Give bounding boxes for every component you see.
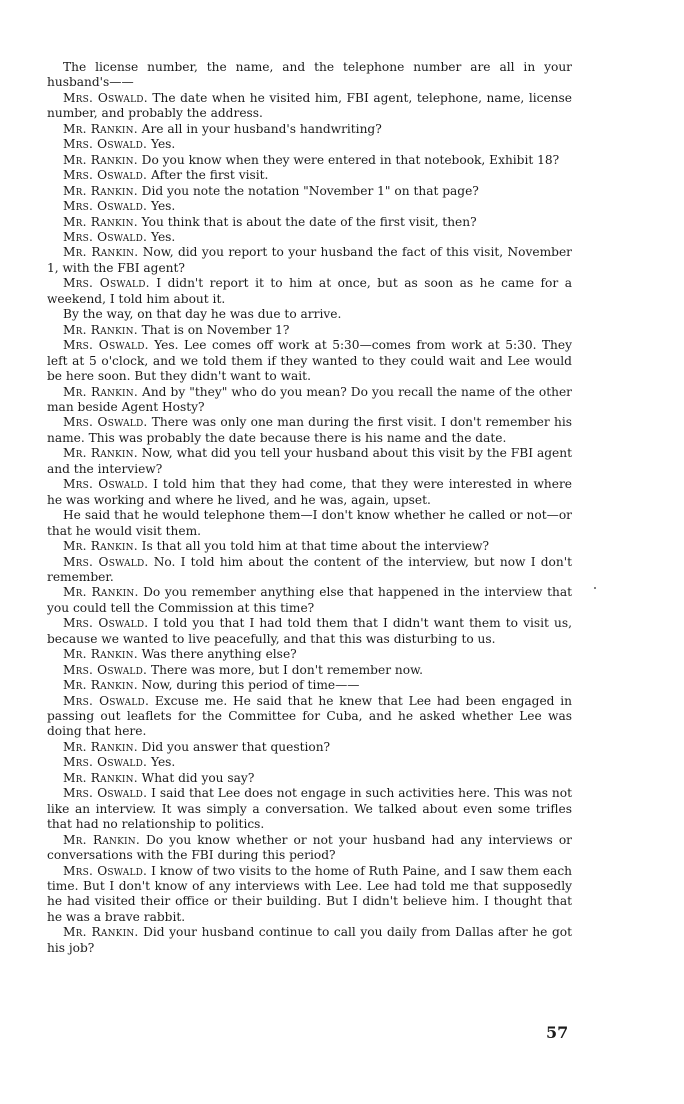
speaker-name: Mrs. Oswald.: [63, 90, 148, 105]
transcript-paragraph: [47, 555, 572, 586]
speaker-name: Mrs. Oswald.: [63, 415, 148, 430]
speaker-name: Mrs. Oswald.: [63, 199, 148, 214]
paragraph-text: Did you note the notation "November 1" on that page?: [141, 183, 479, 198]
paragraph-text: I didn't report it to him at once, but as soon as he came for a weekend, I told him about it.: [47, 276, 572, 306]
transcript-paragraph: [47, 647, 572, 662]
speaker-name: Mr. Rankin.: [63, 121, 138, 136]
speaker-name: Mrs. Oswald.: [63, 338, 149, 353]
transcript-paragraph: [47, 616, 572, 647]
transcript-paragraph: [47, 385, 572, 416]
transcript-paragraph: [47, 415, 572, 446]
paragraph-text: Yes.: [150, 755, 176, 770]
transcript-paragraph: [47, 786, 572, 832]
paragraph-text: Yes.: [150, 199, 176, 214]
transcript-paragraph: [47, 539, 572, 554]
speaker-name: Mr. Rankin.: [63, 214, 138, 229]
paragraph-text: Are all in your husband's handwriting?: [141, 121, 382, 136]
speaker-name: Mr. Rankin.: [63, 245, 139, 260]
paragraph-text: The license number, the name, and the telephone number are all in your husband's——: [47, 60, 572, 90]
paragraph-text: Now, did you report to your husband the fact of this visit, November 1, with the FBI agent?: [47, 245, 572, 275]
transcript-paragraph: [47, 338, 572, 384]
paragraph-text: There was only one man during the first visit. I don't remember his name. This was probably the date because there is his name and the date.: [47, 415, 572, 445]
transcript-paragraph: [47, 230, 572, 245]
speaker-name: Mrs. Oswald.: [63, 229, 148, 244]
speaker-name: Mrs. Oswald.: [63, 276, 150, 291]
speaker-name: Mr. Rankin.: [63, 384, 138, 399]
paragraph-text: There was more, but I don't remember now.: [150, 662, 423, 677]
transcript-paragraph: [47, 91, 572, 122]
speaker-name: Mr. Rankin.: [63, 832, 140, 847]
transcript-paragraph: [47, 678, 572, 693]
paragraph-text: Is that all you told him at that time about the interview?: [141, 539, 490, 554]
paragraph-text: Yes. Lee comes off work at 5:30—comes from work at 5:30. They left at 5 o'clock, and we told them if they wanted to they could wait and Lee would be here soon. But they didn't want to wait.: [47, 338, 572, 384]
transcript-paragraph: [47, 477, 572, 508]
paragraph-text: The date when he visited him, FBI agent, telephone, name, license number, and probably the address.: [47, 90, 572, 121]
transcript-page: [47, 60, 572, 956]
paragraph-text: Do you know when they were entered in that notebook, Exhibit 18?: [141, 152, 560, 167]
paragraph-text: Do you know whether or not your husband had any interviews or conversations with the FBI during this period?: [47, 832, 572, 863]
margin-mark: [594, 587, 596, 589]
paragraph-text: Yes.: [150, 229, 176, 244]
speaker-name: Mr. Rankin.: [63, 183, 138, 198]
paragraph-text: And by "they" who do you mean? Do you recall the name of the other man beside Agent Hosty?: [47, 384, 573, 414]
speaker-name: Mrs. Oswald.: [63, 477, 149, 492]
paragraph-text: No. I told him about the content of the interview, but now I don't remember.: [47, 554, 572, 584]
paragraph-text: Was there anything else?: [141, 647, 297, 662]
paragraph-text: Did you answer that question?: [141, 739, 331, 754]
paragraph-text: I told him that they had come, that they were interested in where he was working and where he lived, and he was, again, upset.: [47, 477, 572, 507]
paragraph-text: Yes.: [150, 137, 176, 152]
paragraph-text: Excuse me. He said that he knew that Lee had been engaged in passing out leaflets for the Committee for Cuba, and he asked whether Lee was doing that here.: [47, 693, 573, 739]
transcript-paragraph: [47, 925, 572, 956]
transcript-paragraph: [47, 585, 572, 616]
speaker-name: Mrs. Oswald.: [63, 616, 149, 631]
transcript-paragraph: [47, 137, 572, 152]
page-number: 57: [546, 1023, 569, 1042]
speaker-name: Mrs. Oswald.: [63, 693, 150, 708]
speaker-name: Mrs. Oswald.: [63, 662, 148, 677]
transcript-paragraph: [47, 833, 572, 864]
transcript-paragraph: [47, 446, 572, 477]
paragraph-text: By the way, on that day he was due to arrive.: [63, 307, 342, 322]
paragraph-text: I said that Lee does not engage in such activities here. This was not like an interview. It was simply a conversation. We talked about even some trifles that had no relationship to politics.: [47, 786, 573, 832]
transcript-paragraph: [47, 694, 572, 740]
speaker-name: Mr. Rankin.: [63, 770, 138, 785]
transcript-paragraph: [47, 122, 572, 137]
speaker-name: Mrs. Oswald.: [63, 554, 149, 569]
transcript-paragraph: [47, 864, 572, 926]
transcript-paragraph: [47, 740, 572, 755]
paragraph-text: Do you remember anything else that happened in the interview that you could tell the Commission at this time?: [47, 585, 572, 615]
speaker-name: Mrs. Oswald.: [63, 863, 148, 878]
transcript-paragraph: [47, 508, 572, 539]
speaker-name: Mrs. Oswald.: [63, 755, 148, 770]
paragraph-text: You think that is about the date of the first visit, then?: [141, 214, 477, 229]
transcript-paragraph: [47, 771, 572, 786]
paragraph-text: Did your husband continue to call you daily from Dallas after he got his job?: [47, 925, 572, 955]
paragraph-text: Now, during this period of time——: [141, 678, 360, 693]
speaker-name: Mrs. Oswald.: [63, 786, 148, 801]
transcript-paragraph: [47, 755, 572, 770]
paragraph-text: Now, what did you tell your husband about this visit by the FBI agent and the interview?: [47, 446, 572, 476]
transcript-paragraph: [47, 215, 572, 230]
speaker-name: Mr. Rankin.: [63, 322, 138, 337]
paragraph-text: He said that he would telephone them—I don't know whether he called or not—or that he would visit them.: [47, 508, 572, 538]
transcript-paragraph: [47, 307, 572, 322]
transcript-paragraph: [47, 184, 572, 199]
paragraph-text: I know of two visits to the home of Ruth Paine, and I saw them each time. But I don't know of any interviews with Lee. Lee had told me that supposedly he had visited their office or their building. But I didn't believe him. I thought that he was a brave rabbit.: [47, 863, 572, 924]
paragraph-text: I told you that I had told them that I didn't want them to visit us, because we wanted to live peacefully, and that this was disturbing to us.: [47, 616, 572, 646]
transcript-paragraph: [47, 199, 572, 214]
speaker-name: Mr. Rankin.: [63, 446, 138, 461]
speaker-name: Mr. Rankin.: [63, 539, 138, 554]
speaker-name: Mr. Rankin.: [63, 678, 138, 693]
paragraph-text: What did you say?: [141, 770, 255, 785]
speaker-name: Mr. Rankin.: [63, 585, 139, 600]
transcript-paragraph: [47, 245, 572, 276]
transcript-paragraph: [47, 153, 572, 168]
speaker-name: Mrs. Oswald.: [63, 168, 148, 183]
speaker-name: Mr. Rankin.: [63, 739, 138, 754]
speaker-name: Mr. Rankin.: [63, 152, 138, 167]
transcript-paragraph: [47, 323, 572, 338]
transcript-paragraph: [47, 60, 572, 91]
paragraph-text: After the first visit.: [150, 168, 269, 183]
speaker-name: Mr. Rankin.: [63, 925, 139, 940]
paragraph-text: That is on November 1?: [141, 322, 290, 337]
transcript-paragraph: [47, 663, 572, 678]
speaker-name: Mrs. Oswald.: [63, 137, 148, 152]
speaker-name: Mr. Rankin.: [63, 647, 138, 662]
transcript-paragraph: [47, 276, 572, 307]
transcript-paragraph: [47, 168, 572, 183]
